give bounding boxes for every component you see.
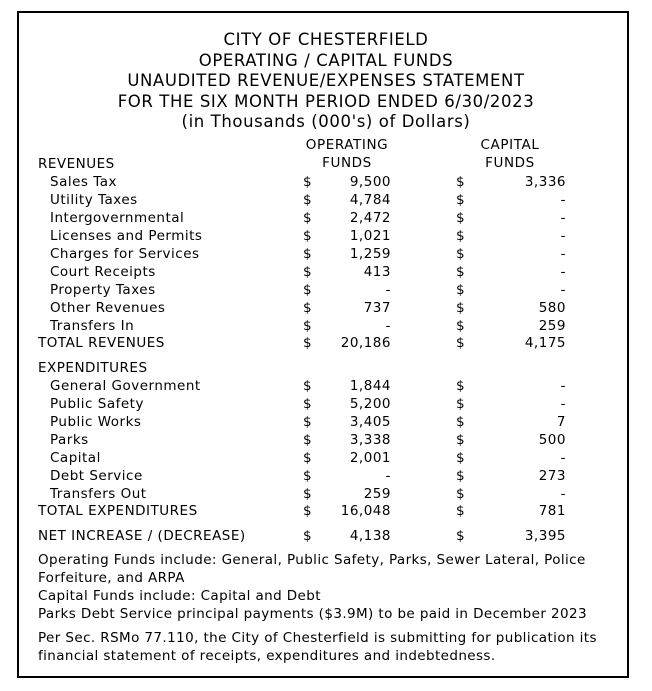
table-row <box>0 467 652 485</box>
capital-value: - <box>560 246 566 262</box>
table-row <box>0 449 652 467</box>
dollar-sign: $ <box>303 378 313 394</box>
net-increase-capital: 3,395 <box>524 528 566 544</box>
row-label: Parks <box>50 432 89 448</box>
operating-value: 3,405 <box>349 414 391 430</box>
dollar-sign: $ <box>303 450 313 466</box>
dollar-sign: $ <box>303 396 313 412</box>
capital-value: - <box>560 378 566 394</box>
dollar-sign: $ <box>456 174 466 190</box>
table-row <box>0 209 652 227</box>
net-increase-label: NET INCREASE / (DECREASE) <box>38 528 246 544</box>
dollar-sign: $ <box>456 378 466 394</box>
dollar-sign: $ <box>456 503 466 519</box>
dollar-sign: $ <box>456 318 466 334</box>
dollar-sign: $ <box>303 486 313 502</box>
row-label: Debt Service <box>50 468 143 484</box>
total-expenditures-capital: 781 <box>538 503 566 519</box>
total-expenditures-label: TOTAL EXPENDITURES <box>38 503 198 519</box>
dollar-sign: $ <box>303 503 313 519</box>
operating-value: 737 <box>363 300 391 316</box>
dollar-sign: $ <box>456 396 466 412</box>
row-label: Transfers In <box>50 318 135 334</box>
header-statement: UNAUDITED REVENUE/EXPENSES STATEMENT <box>127 71 525 90</box>
table-row <box>0 413 652 431</box>
row-label: Sales Tax <box>50 174 117 190</box>
operating-value: - <box>385 282 391 298</box>
operating-value: 1,259 <box>349 246 391 262</box>
column-capital-line1: CAPITAL <box>480 137 540 153</box>
operating-value: 259 <box>363 486 391 502</box>
column-operating-line1: OPERATING <box>305 137 389 153</box>
dollar-sign: $ <box>456 450 466 466</box>
note-rsmo: Per Sec. RSMo 77.110, the City of Chesterfield is submitting for publication its <box>38 630 597 646</box>
operating-value: 2,001 <box>349 450 391 466</box>
header-city: CITY OF CHESTERFIELD <box>223 30 429 49</box>
dollar-sign: $ <box>303 282 313 298</box>
row-label: General Government <box>50 378 201 394</box>
table-row <box>0 317 652 335</box>
dollar-sign: $ <box>456 300 466 316</box>
row-label: Property Taxes <box>50 282 156 298</box>
note-parks-debt: Parks Debt Service principal payments ($3.9M) to be paid in December 2023 <box>38 606 587 622</box>
column-capital-line2: FUNDS <box>485 155 535 171</box>
note-capital-funds: Capital Funds include: Capital and Debt <box>38 588 321 604</box>
row-label: Court Receipts <box>50 264 156 280</box>
operating-value: 413 <box>363 264 391 280</box>
table-row <box>0 245 652 263</box>
dollar-sign: $ <box>303 246 313 262</box>
capital-value: 273 <box>538 468 566 484</box>
capital-value: - <box>560 210 566 226</box>
operating-value: - <box>385 318 391 334</box>
column-operating-line2: FUNDS <box>322 155 372 171</box>
table-row <box>0 191 652 209</box>
dollar-sign: $ <box>303 528 313 544</box>
total-revenues-label: TOTAL REVENUES <box>38 335 165 351</box>
revenues-heading-row <box>0 155 652 173</box>
dollar-sign: $ <box>303 264 313 280</box>
total-revenues-row <box>0 334 652 352</box>
total-expenditures-operating: 16,048 <box>340 503 391 519</box>
table-row <box>0 227 652 245</box>
operating-value: 9,500 <box>349 174 391 190</box>
dollar-sign: $ <box>303 300 313 316</box>
dollar-sign: $ <box>456 432 466 448</box>
capital-value: - <box>560 192 566 208</box>
row-label: Charges for Services <box>50 246 200 262</box>
table-row <box>0 377 652 395</box>
row-label: Intergovernmental <box>50 210 185 226</box>
operating-value: 4,784 <box>349 192 391 208</box>
capital-value: - <box>560 396 566 412</box>
operating-value: - <box>385 468 391 484</box>
dollar-sign: $ <box>456 486 466 502</box>
dollar-sign: $ <box>456 264 466 280</box>
dollar-sign: $ <box>456 282 466 298</box>
table-row <box>0 485 652 503</box>
capital-value: 3,336 <box>524 174 566 190</box>
dollar-sign: $ <box>456 210 466 226</box>
header-funds: OPERATING / CAPITAL FUNDS <box>198 51 454 70</box>
table-row <box>0 431 652 449</box>
capital-value: - <box>560 282 566 298</box>
operating-value: 1,021 <box>349 228 391 244</box>
dollar-sign: $ <box>456 414 466 430</box>
operating-value: 3,338 <box>349 432 391 448</box>
revenues-heading: REVENUES <box>38 156 115 172</box>
dollar-sign: $ <box>303 192 313 208</box>
capital-value: 500 <box>538 432 566 448</box>
net-increase-operating: 4,138 <box>349 528 391 544</box>
capital-value: - <box>560 228 566 244</box>
dollar-sign: $ <box>456 528 466 544</box>
table-row <box>0 281 652 299</box>
dollar-sign: $ <box>303 468 313 484</box>
expenditures-heading: EXPENDITURES <box>38 360 148 376</box>
expenditures-heading-row <box>0 359 652 377</box>
capital-value: - <box>560 264 566 280</box>
capital-value: - <box>560 486 566 502</box>
header-period: FOR THE SIX MONTH PERIOD ENDED 6/30/2023 <box>117 92 535 111</box>
dollar-sign: $ <box>303 414 313 430</box>
table-row <box>0 299 652 317</box>
dollar-sign: $ <box>303 432 313 448</box>
note-operating-funds-cont: Forfeiture, and ARPA <box>38 570 185 586</box>
table-row <box>0 173 652 191</box>
total-expenditures-row <box>0 502 652 520</box>
note-rsmo-cont: financial statement of receipts, expenditures and indebtedness. <box>38 648 496 664</box>
row-label: Utility Taxes <box>50 192 138 208</box>
row-label: Capital <box>50 450 101 466</box>
capital-value: - <box>560 450 566 466</box>
table-row <box>0 395 652 413</box>
row-label: Public Safety <box>50 396 144 412</box>
dollar-sign: $ <box>303 318 313 334</box>
dollar-sign: $ <box>456 246 466 262</box>
net-increase-row <box>0 527 652 545</box>
dollar-sign: $ <box>303 210 313 226</box>
table-row <box>0 263 652 281</box>
dollar-sign: $ <box>303 174 313 190</box>
note-operating-funds: Operating Funds include: General, Public Safety, Parks, Sewer Lateral, Police <box>38 552 586 568</box>
row-label: Other Revenues <box>50 300 166 316</box>
operating-value: 2,472 <box>349 210 391 226</box>
operating-value: 1,844 <box>349 378 391 394</box>
dollar-sign: $ <box>303 228 313 244</box>
row-label: Public Works <box>50 414 142 430</box>
total-revenues-capital: 4,175 <box>524 335 566 351</box>
dollar-sign: $ <box>456 228 466 244</box>
row-label: Transfers Out <box>50 486 147 502</box>
dollar-sign: $ <box>303 335 313 351</box>
capital-value: 580 <box>538 300 566 316</box>
capital-value: 259 <box>538 318 566 334</box>
total-revenues-operating: 20,186 <box>340 335 391 351</box>
dollar-sign: $ <box>456 335 466 351</box>
operating-value: 5,200 <box>349 396 391 412</box>
row-label: Licenses and Permits <box>50 228 203 244</box>
header-units: (in Thousands (000's) of Dollars) <box>181 112 471 131</box>
capital-value: 7 <box>556 414 566 430</box>
dollar-sign: $ <box>456 468 466 484</box>
dollar-sign: $ <box>456 192 466 208</box>
